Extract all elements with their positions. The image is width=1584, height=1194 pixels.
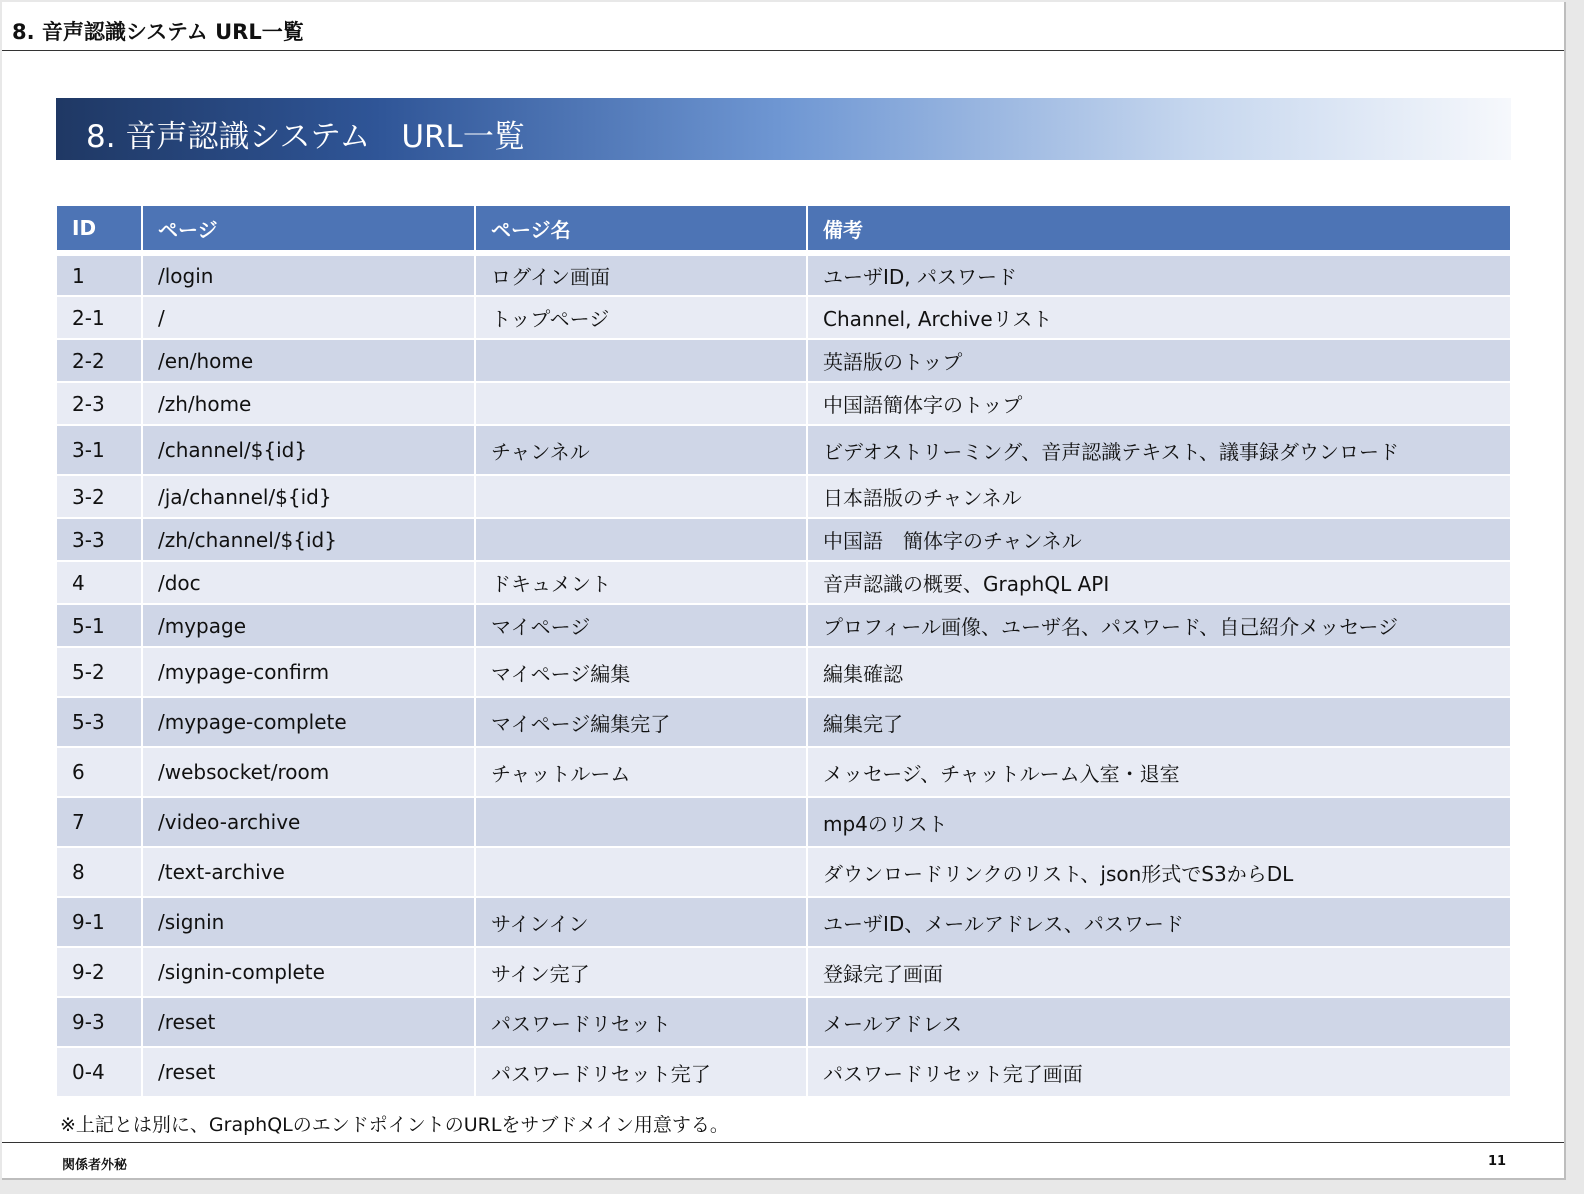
cell-remarks: パスワードリセット完了画面 [807,1047,1511,1097]
cell-page-name [475,847,807,897]
cell-remarks: 編集確認 [807,647,1511,697]
cell-page-name: トップページ [475,296,807,339]
table-row [57,253,1511,296]
cell-remarks: 登録完了画面 [807,947,1511,997]
cell-page: /text-archive [142,847,475,897]
column-header-page-name: ページ名 [475,206,807,253]
cell-id: 2-3 [57,382,142,425]
cell-remarks: メールアドレス [807,997,1511,1047]
page-number: 11 [1488,1154,1507,1169]
cell-id: 5-3 [57,697,142,747]
cell-page: /video-archive [142,797,475,847]
table-row [57,561,1511,604]
column-header-page: ページ [142,206,475,253]
table-row [57,1047,1511,1097]
cell-page: /channel/${id} [142,425,475,475]
cell-id: 3-2 [57,475,142,518]
cell-page-name: パスワードリセット完了 [475,1047,807,1097]
cell-remarks: 編集完了 [807,697,1511,747]
cell-page-name [475,382,807,425]
url-table [57,206,1512,1098]
table-row [57,604,1511,647]
footer-divider [2,1142,1564,1143]
cell-remarks: プロフィール画像、ユーザ名、パスワード、自己紹介メッセージ [807,604,1511,647]
cell-page-name [475,518,807,561]
cell-remarks: メッセージ、チャットルーム入室・退室 [807,747,1511,797]
column-header-remarks: 備考 [807,206,1511,253]
cell-id: 3-1 [57,425,142,475]
cell-page-name: ドキュメント [475,561,807,604]
cell-page: /ja/channel/${id} [142,475,475,518]
table-row [57,747,1511,797]
cell-page: /signin-complete [142,947,475,997]
cell-page-name [475,797,807,847]
cell-page: / [142,296,475,339]
cell-page-name [475,339,807,382]
cell-id: 2-2 [57,339,142,382]
cell-remarks: 英語版のトップ [807,339,1511,382]
cell-page-name: チャットルーム [475,747,807,797]
cell-page-name: マイページ [475,604,807,647]
table-row [57,425,1511,475]
table-row [57,847,1511,897]
document-header [2,2,1564,51]
table-row [57,697,1511,747]
cell-page: /mypage [142,604,475,647]
cell-page: /mypage-confirm [142,647,475,697]
cell-page: /signin [142,897,475,947]
cell-id: 9-2 [57,947,142,997]
cell-remarks: 日本語版のチャンネル [807,475,1511,518]
cell-page: /reset [142,997,475,1047]
cell-id: 6 [57,747,142,797]
cell-id: 9-3 [57,997,142,1047]
cell-remarks: ダウンロードリンクのリスト、json形式でS3からDL [807,847,1511,897]
cell-id: 5-1 [57,604,142,647]
table-row [57,518,1511,561]
confidential-label: 関係者外秘 [62,1158,128,1173]
document-header-title: 8. 音声認識システム URL一覧 [12,20,304,44]
cell-id: 7 [57,797,142,847]
table-row [57,647,1511,697]
cell-id: 9-1 [57,897,142,947]
cell-page-name [475,475,807,518]
cell-page: /doc [142,561,475,604]
cell-page-name: マイページ編集完了 [475,697,807,747]
title-band [56,98,1511,160]
cell-remarks: 中国語簡体字のトップ [807,382,1511,425]
table-row [57,997,1511,1047]
table-row [57,947,1511,997]
slide-title: 8. 音声認識システム URL一覧 [86,119,525,155]
cell-page: /websocket/room [142,747,475,797]
table-row [57,897,1511,947]
table-body [57,253,1511,1097]
cell-id: 1 [57,253,142,296]
cell-remarks: 中国語 簡体字のチャンネル [807,518,1511,561]
cell-remarks: 音声認識の概要、GraphQL API [807,561,1511,604]
document-page [2,2,1566,1180]
cell-page-name: パスワードリセット [475,997,807,1047]
cell-page: /zh/home [142,382,475,425]
cell-id: 3-3 [57,518,142,561]
cell-remarks: ユーザID、メールアドレス、パスワード [807,897,1511,947]
table-row [57,339,1511,382]
cell-id: 4 [57,561,142,604]
cell-page-name: チャンネル [475,425,807,475]
cell-id: 0-4 [57,1047,142,1097]
table-row [57,797,1511,847]
footnote: ※上記とは別に、GraphQLのエンドポイントのURLをサブドメイン用意する。 [60,1114,729,1136]
cell-page: /zh/channel/${id} [142,518,475,561]
cell-page: /login [142,253,475,296]
cell-page: /mypage-complete [142,697,475,747]
cell-page: /en/home [142,339,475,382]
cell-page-name: サインイン [475,897,807,947]
cell-id: 2-1 [57,296,142,339]
table-row [57,382,1511,425]
cell-page: /reset [142,1047,475,1097]
table-header-row [57,206,1511,253]
cell-remarks: ビデオストリーミング、音声認識テキスト、議事録ダウンロード [807,425,1511,475]
table-row [57,475,1511,518]
column-header-id: ID [57,206,142,253]
cell-page-name: ログイン画面 [475,253,807,296]
cell-remarks: mp4のリスト [807,797,1511,847]
cell-id: 5-2 [57,647,142,697]
table-row [57,296,1511,339]
cell-remarks: ユーザID, パスワード [807,253,1511,296]
cell-id: 8 [57,847,142,897]
cell-page-name: サイン完了 [475,947,807,997]
cell-page-name: マイページ編集 [475,647,807,697]
cell-remarks: Channel, Archiveリスト [807,296,1511,339]
